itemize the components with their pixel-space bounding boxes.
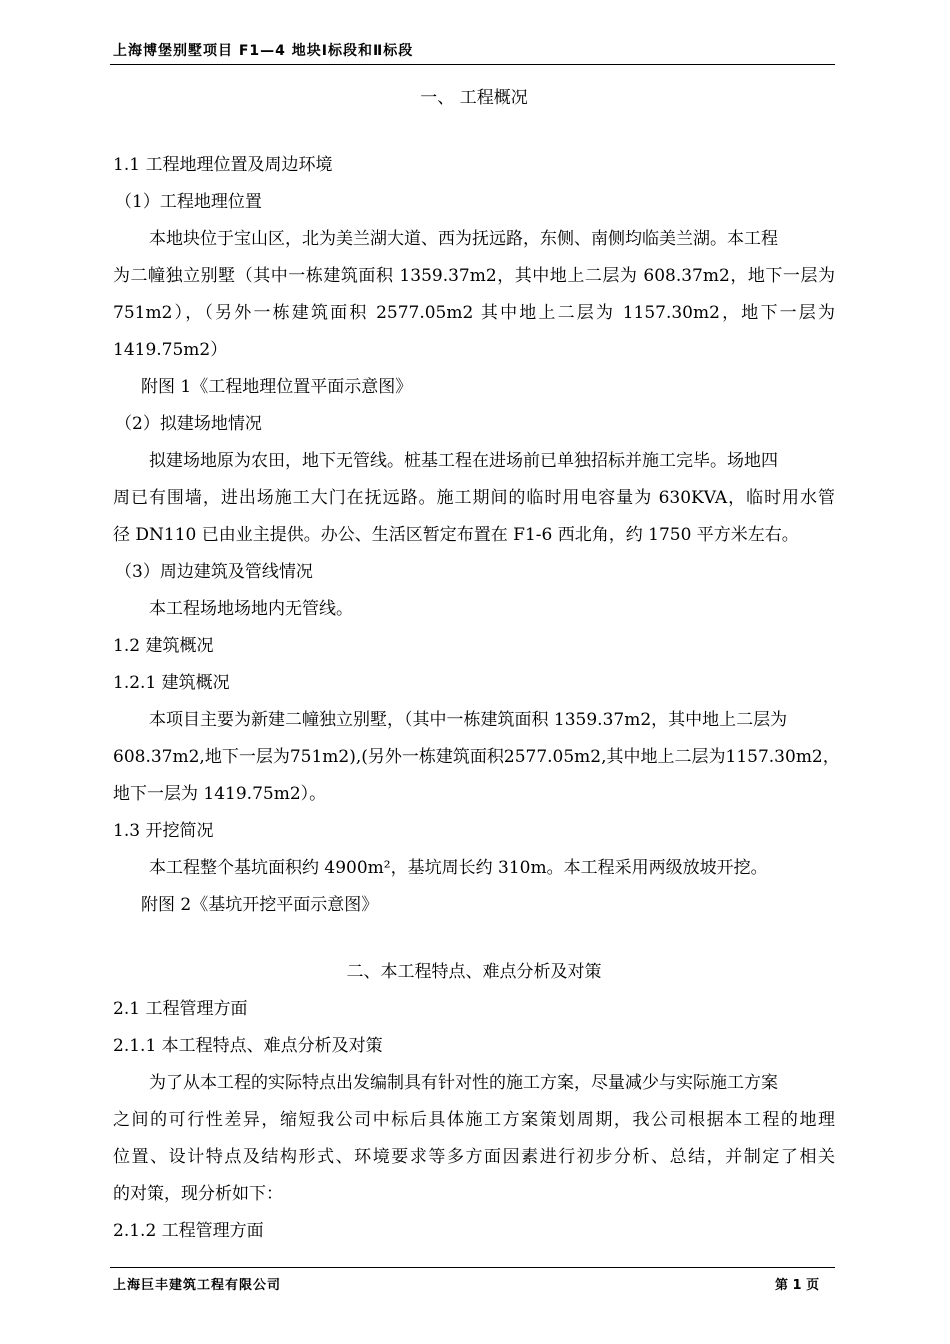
text-line: 本地块位于宝山区，北为美兰湖大道、西为抚远路，东侧、南侧均临美兰湖。本工程 (149, 229, 778, 249)
footer-rule (110, 1267, 835, 1268)
text-line: 1419.75m2） (113, 340, 228, 360)
text-line: 的对策，现分析如下： (113, 1184, 283, 1204)
text-line: 径 DN110 已由业主提供。办公、生活区暂定布置在 F1-6 西北角，约 1750 平方米左右。 (113, 525, 799, 545)
text-line: 本工程整个基坑面积约 4900m²，基坑周长约 310m。本工程采用两级放坡开挖。 (149, 858, 768, 878)
text-line: 751m2），（另外一栋建筑面积 2577.05m2 其中地上二层为 1157.30m2，地下一层为 (113, 303, 835, 323)
section-heading: 二、本工程特点、难点分析及对策 (346, 962, 602, 982)
document-body (113, 80, 840, 1250)
text-line: 1.1 工程地理位置及周边环境 (113, 155, 333, 175)
text-line: 2.1 工程管理方面 (113, 999, 248, 1019)
text-line: （2）拟建场地情况 (115, 414, 262, 434)
spacer (113, 924, 835, 954)
text-line: 地下一层为 1419.75m2）。 (113, 784, 327, 804)
text-line: 2.1.2 工程管理方面 (113, 1221, 264, 1241)
text-line: 608.37m2,地下一层为751m2),(另外一栋建筑面积2577.05m2,其中地上二层为1157.30m2， (113, 747, 840, 767)
text-line: 附图 2《基坑开挖平面示意图》 (141, 895, 379, 915)
header-rule (110, 64, 835, 65)
page-number: 第 1 页 (775, 1278, 820, 1293)
text-line: 为了从本工程的实际特点出发编制具有针对性的施工方案，尽量减少与实际施工方案 (149, 1073, 778, 1093)
text-line: 附图 1《工程地理位置平面示意图》 (141, 377, 413, 397)
text-line: （3）周边建筑及管线情况 (115, 562, 313, 582)
text-line: 1.2 建筑概况 (113, 636, 214, 656)
text-line: 1.3 开挖简况 (113, 821, 214, 841)
text-line: （1）工程地理位置 (115, 192, 262, 212)
text-line: 拟建场地原为农田，地下无管线。桩基工程在进场前已单独招标并施工完毕。场地四 (149, 451, 778, 471)
text-line: 2.1.1 本工程特点、难点分析及对策 (113, 1036, 383, 1056)
text-line: 1.2.1 建筑概况 (113, 673, 230, 693)
text-line: 位置、设计特点及结构形式、环境要求等多方面因素进行初步分析、总结，并制定了相关 (113, 1147, 835, 1167)
section-heading: 一、 工程概况 (420, 88, 528, 108)
text-line: 之间的可行性差异，缩短我公司中标后具体施工方案策划周期，我公司根据本工程的地理 (113, 1110, 835, 1130)
footer-company: 上海巨丰建筑工程有限公司 (113, 1278, 282, 1293)
text-line: 本工程场地场地内无管线。 (149, 599, 353, 619)
spacer (113, 117, 835, 147)
text-line: 本项目主要为新建二幢独立别墅，（其中一栋建筑面积 1359.37m2，其中地上二层为 (149, 710, 788, 730)
page-header: 上海博堡别墅项目 F1—4 地块Ⅰ标段和Ⅱ标段 (113, 43, 414, 59)
text-line: 为二幢独立别墅（其中一栋建筑面积 1359.37m2，其中地上二层为 608.37m2，地下一层为 (113, 266, 835, 286)
text-line: 周已有围墙，进出场施工大门在抚远路。施工期间的临时用电容量为 630KVA，临时用水管 (113, 488, 835, 508)
